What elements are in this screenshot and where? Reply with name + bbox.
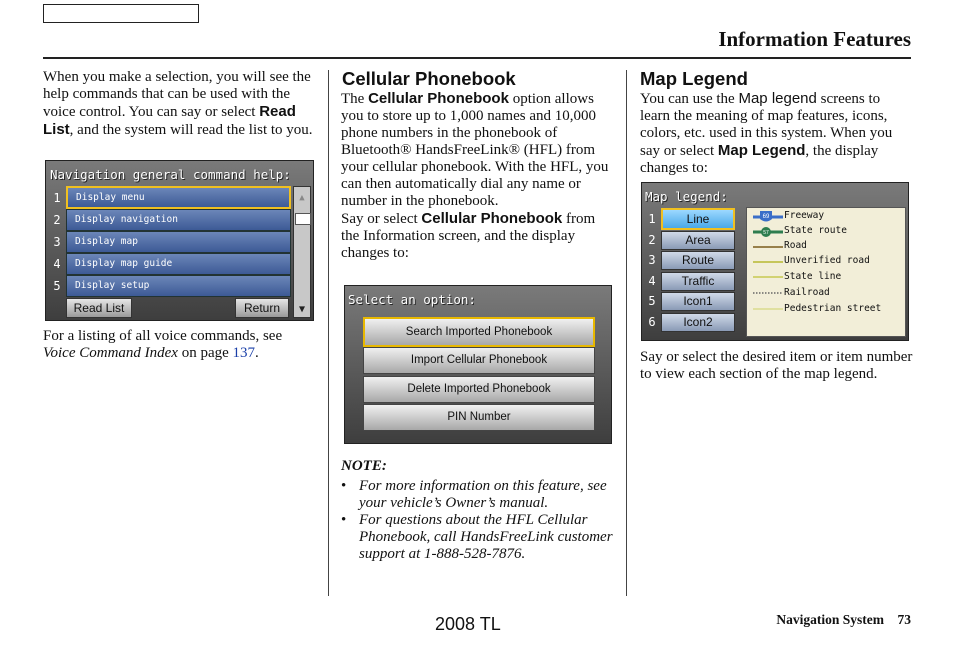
col1-intro: [43, 69, 315, 139]
p1-text-mid: screens to learn the meaning of map features, icons, colors, etc. used in this system. When you say or select: [640, 91, 893, 159]
read-list-button[interactable]: Read List: [66, 298, 132, 318]
row-number: 3: [53, 235, 61, 249]
search-imported-phonebook-button[interactable]: Search Imported Phonebook: [363, 317, 595, 347]
note-text: For more information on this feature, see your vehicle’s Owner’s manual.: [359, 478, 607, 511]
page-137-link[interactable]: 137: [232, 345, 256, 361]
screen-title: Map legend:: [645, 189, 728, 204]
note-text: For questions about the HFL Cellular Phonebook, call HandsFreeLink customer support at 1-888-528-7876.: [359, 512, 613, 562]
row-number: 5: [648, 294, 656, 308]
col1-outro: [43, 328, 318, 362]
legend-route-button[interactable]: Route: [661, 251, 735, 270]
read-list-term: Read List: [43, 103, 296, 138]
intro-text-end: , and the system will read the list to you.: [69, 122, 313, 138]
select-option-screen: [344, 285, 612, 444]
p2-text-end: from the Information screen, and the display changes to:: [341, 211, 596, 261]
legend-icon1-button[interactable]: Icon1: [661, 292, 735, 311]
row-number: 2: [53, 213, 61, 227]
note-item: [341, 512, 616, 563]
legend-state-line: State line: [784, 271, 842, 282]
pin-number-button[interactable]: PIN Number: [363, 404, 595, 431]
outro-text-2: on page: [177, 345, 233, 361]
footer-section: [776, 612, 911, 628]
return-button[interactable]: Return: [235, 298, 289, 318]
map-legend-term: Map Legend: [717, 142, 806, 159]
command-row-display-map-guide[interactable]: Display map guide: [66, 253, 291, 275]
col3-paragraph-1: [640, 90, 912, 177]
page-title: Information Features: [718, 27, 911, 51]
state-route-badge-icon: [761, 227, 771, 237]
delete-imported-phonebook-button[interactable]: Delete Imported Phonebook: [363, 376, 595, 403]
p2-text: Say or select: [341, 211, 422, 227]
legend-line-button[interactable]: Line: [661, 208, 735, 230]
intro-text: When you make a selection, you will see the help commands that can be used with the voice control. You can say or select: [43, 69, 311, 120]
legend-freeway: Freeway: [784, 210, 825, 221]
command-row-display-menu[interactable]: Display menu: [66, 186, 291, 209]
legend-pedestrian-street: Pedestrian street: [784, 303, 882, 314]
p1-text: You can use the: [640, 91, 739, 107]
row-number: 6: [648, 315, 656, 329]
command-help-screen: [45, 160, 314, 321]
bullet: •: [341, 478, 347, 494]
p1-text: The: [341, 91, 369, 107]
command-row-display-setup[interactable]: Display setup: [66, 275, 291, 297]
map-legend-screen-term: Map legend: [738, 90, 817, 107]
legend-state-route: State route: [784, 225, 847, 236]
svg-text:69: 69: [762, 214, 770, 220]
row-number: 1: [53, 191, 61, 205]
row-number: 4: [648, 274, 656, 288]
header-tab-box: [43, 4, 199, 23]
cellular-phonebook-term-2: Cellular Phonebook: [421, 210, 563, 227]
legend-traffic-button[interactable]: Traffic: [661, 272, 735, 291]
footer-system-name: Navigation System: [776, 612, 884, 627]
svg-text:57: 57: [763, 230, 769, 236]
legend-road: Road: [784, 240, 807, 251]
legend-icon2-button[interactable]: Icon2: [661, 313, 735, 332]
import-cellular-phonebook-button[interactable]: Import Cellular Phonebook: [363, 347, 595, 374]
row-number: 3: [648, 253, 656, 267]
scroll-thumb[interactable]: [295, 213, 311, 225]
col3-paragraph-2: Say or select the desired item or item number to view each section of the map legend.: [640, 349, 913, 382]
scrollbar[interactable]: [293, 186, 311, 318]
legend-unverified-road: Unverified road: [784, 255, 870, 266]
col2-paragraph-1: [341, 90, 613, 262]
screen-title: Navigation general command help:: [50, 167, 291, 182]
legend-area-button[interactable]: Area: [661, 231, 735, 250]
bullet: •: [341, 512, 347, 528]
outro-text: For a listing of all voice commands, see: [43, 328, 283, 344]
row-number: 5: [53, 279, 61, 293]
freeway-shield-icon: [760, 211, 772, 222]
column-divider-1: [328, 70, 329, 596]
p1-text-end: option allows you to store up to 1,000 names and 10,000 phone numbers in the phonebook of Bluetooth® HandsFreeLink® (HFL) from your cellular phonebook. With the HFL, you can then automatically dial any name or number in the phonebook.: [341, 91, 609, 209]
scroll-up-icon[interactable]: ▲: [299, 193, 305, 203]
command-row-display-navigation[interactable]: Display navigation: [66, 209, 291, 231]
legend-railroad: Railroad: [784, 287, 830, 298]
screen-title: Select an option:: [348, 292, 476, 307]
page-number: 73: [897, 612, 911, 627]
scroll-down-icon[interactable]: ▼: [298, 304, 306, 315]
p1-text-end: , the display changes to:: [640, 143, 879, 176]
cellular-phonebook-term: Cellular Phonebook: [368, 90, 509, 107]
note-block: [341, 458, 616, 563]
outro-period: .: [255, 345, 259, 361]
header-rule: [43, 57, 911, 59]
note-title: NOTE:: [341, 458, 387, 474]
command-row-display-map[interactable]: Display map: [66, 231, 291, 253]
voice-command-index-ref: Voice Command Index: [43, 345, 178, 361]
column-divider-2: [626, 70, 627, 596]
row-number: 2: [648, 233, 656, 247]
map-legend-heading: Map Legend: [640, 68, 748, 89]
cellular-phonebook-heading: Cellular Phonebook: [342, 68, 516, 89]
note-item: [341, 478, 616, 512]
row-number: 4: [53, 257, 61, 271]
model-label: 2008 TL: [435, 614, 501, 634]
map-legend-screen: [641, 182, 909, 341]
row-number: 1: [648, 212, 656, 226]
